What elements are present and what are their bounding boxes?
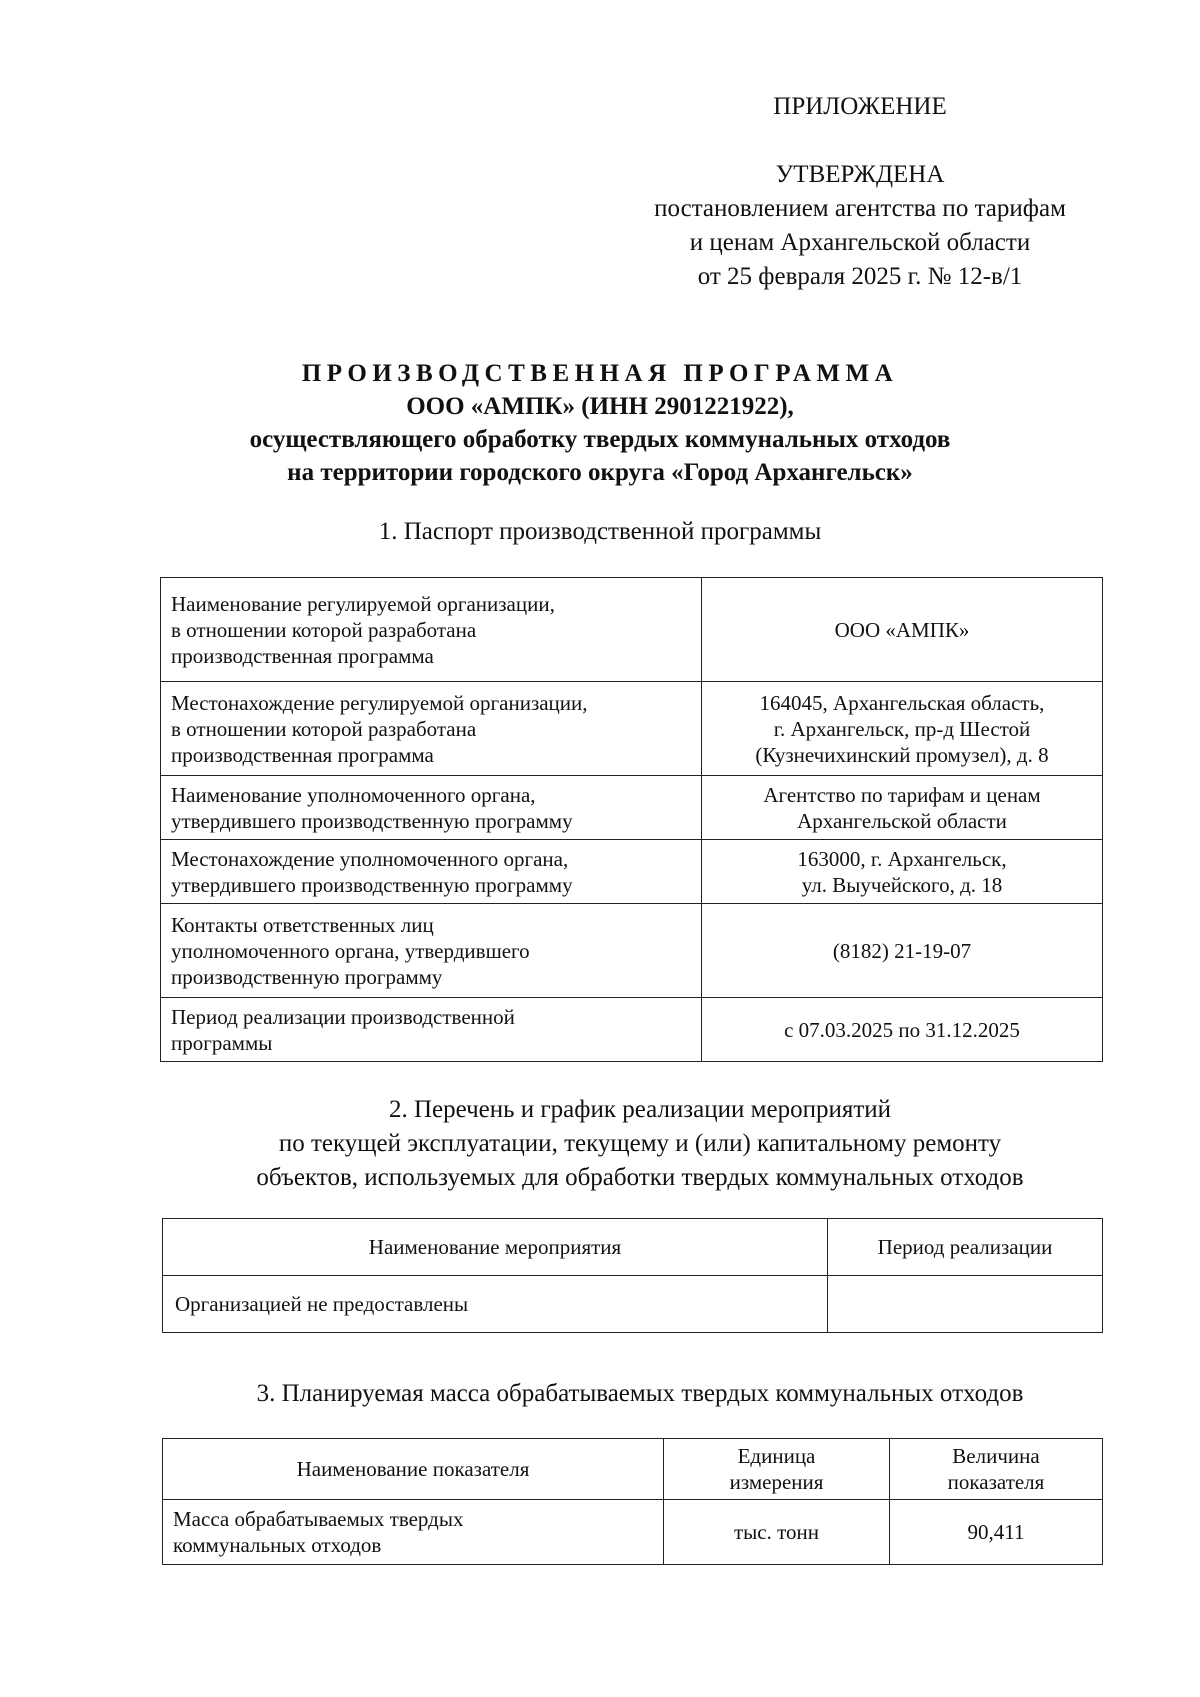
passport-label bbox=[161, 840, 702, 904]
passport-value bbox=[702, 840, 1103, 904]
passport-value bbox=[702, 578, 1103, 682]
passport-label bbox=[161, 578, 702, 682]
label-line: в отношении которой разработана bbox=[171, 617, 477, 642]
approval-stamp bbox=[600, 158, 1120, 294]
label-line: утвердившего производственную программу bbox=[171, 872, 573, 897]
label-line: производственную программу bbox=[171, 964, 443, 989]
passport-label bbox=[161, 904, 702, 998]
approved-line: от 25 февраля 2025 г. № 12-в/1 bbox=[697, 263, 1023, 290]
column-header bbox=[664, 1439, 890, 1500]
section2-title bbox=[100, 1093, 1180, 1195]
value-line: (8182) 21-19-07 bbox=[832, 938, 972, 963]
label-line: Местонахождение уполномоченного органа, bbox=[171, 846, 569, 871]
value-line: 163000, г. Архангельск, bbox=[797, 846, 1007, 871]
value-line: г. Архангельск, пр-д Шестой bbox=[773, 716, 1031, 741]
column-header bbox=[890, 1439, 1103, 1500]
passport-value bbox=[702, 776, 1103, 840]
label-line: программы bbox=[171, 1030, 273, 1055]
header-line: Величина bbox=[952, 1444, 1040, 1468]
passport-value bbox=[702, 998, 1103, 1062]
table-row bbox=[161, 682, 1103, 776]
value-line: ул. Выучейского, д. 18 bbox=[801, 872, 1003, 897]
value-line: 164045, Архангельская область, bbox=[759, 690, 1045, 715]
section2-title-line: объектов, используемых для обработки твердых коммунальных отходов bbox=[256, 1164, 1024, 1191]
passport-label bbox=[161, 682, 702, 776]
approved-line: постановлением агентства по тарифам bbox=[654, 195, 1066, 222]
table-row bbox=[163, 1500, 1103, 1565]
table-row bbox=[161, 998, 1103, 1062]
value-line: (Кузнечихинский промузел), д. 8 bbox=[755, 742, 1049, 767]
section1-title: 1. Паспорт производственной программы bbox=[378, 518, 822, 545]
column-header: Период реализации bbox=[828, 1219, 1103, 1276]
passport-value bbox=[702, 682, 1103, 776]
table-row bbox=[161, 840, 1103, 904]
label-line: уполномоченного органа, утвердившего bbox=[171, 938, 530, 963]
approved-line: и ценам Архангельской области bbox=[689, 229, 1031, 256]
label-line: Контакты ответственных лиц bbox=[171, 912, 434, 937]
passport-label bbox=[161, 776, 702, 840]
label-line: утвердившего производственную программу bbox=[171, 808, 573, 833]
title-line: ООО «АМПК» (ИНН 2901221922), bbox=[406, 393, 794, 420]
passport-value bbox=[702, 904, 1103, 998]
indicator-value: 90,411 bbox=[890, 1500, 1103, 1565]
column-header: Наименование мероприятия bbox=[163, 1219, 828, 1276]
section2-title-line: по текущей эксплуатации, текущему и (или) капитальному ремонту bbox=[278, 1130, 1002, 1157]
measure-period bbox=[828, 1276, 1103, 1333]
indicator-name bbox=[163, 1500, 664, 1565]
indicator-line: Масса обрабатываемых твердых bbox=[173, 1507, 464, 1531]
label-line: Местонахождение регулируемой организации, bbox=[171, 690, 588, 715]
title-line: ПРОИЗВОДСТВЕННАЯ ПРОГРАММА bbox=[301, 360, 899, 387]
indicator-unit: тыс. тонн bbox=[664, 1500, 890, 1565]
appendix-label: ПРИЛОЖЕНИЕ bbox=[773, 93, 947, 120]
title-line: осуществляющего обработку твердых коммунальных отходов bbox=[249, 426, 951, 453]
label-line: производственная программа bbox=[171, 742, 434, 767]
section3-title: 3. Планируемая масса обрабатываемых твердых коммунальных отходов bbox=[256, 1380, 1024, 1407]
value-line: с 07.03.2025 по 31.12.2025 bbox=[784, 1017, 1020, 1042]
header-line: измерения bbox=[729, 1470, 824, 1494]
value-line: Агентство по тарифам и ценам bbox=[763, 782, 1041, 807]
table-header-row bbox=[163, 1219, 1103, 1276]
program-title bbox=[100, 357, 1100, 489]
label-line: Наименование регулируемой организации, bbox=[171, 591, 555, 616]
section2-title-line: 2. Перечень и график реализации мероприятий bbox=[388, 1096, 892, 1123]
title-line: на территории городского округа «Город Архангельск» bbox=[287, 459, 913, 486]
value-line: Архангельской области bbox=[797, 808, 1007, 833]
header-line: показателя bbox=[947, 1470, 1045, 1494]
passport-table bbox=[160, 577, 1103, 1062]
waste-mass-table bbox=[162, 1438, 1103, 1565]
measure-name: Организацией не предоставлены bbox=[163, 1276, 828, 1333]
indicator-line: коммунальных отходов bbox=[173, 1533, 382, 1557]
label-line: Период реализации производственной bbox=[171, 1004, 515, 1029]
table-row bbox=[161, 904, 1103, 998]
approved-line: УТВЕРЖДЕНА bbox=[775, 161, 945, 188]
passport-label bbox=[161, 998, 702, 1062]
header-line: Единица bbox=[737, 1444, 816, 1468]
measures-table bbox=[162, 1218, 1103, 1333]
value-line: ООО «АМПК» bbox=[834, 617, 970, 642]
table-row bbox=[163, 1276, 1103, 1333]
table-row bbox=[161, 578, 1103, 682]
table-row bbox=[161, 776, 1103, 840]
label-line: в отношении которой разработана bbox=[171, 716, 477, 741]
label-line: Наименование уполномоченного органа, bbox=[171, 782, 536, 807]
label-line: производственная программа bbox=[171, 643, 434, 668]
column-header: Наименование показателя bbox=[163, 1439, 664, 1500]
table-header-row bbox=[163, 1439, 1103, 1500]
